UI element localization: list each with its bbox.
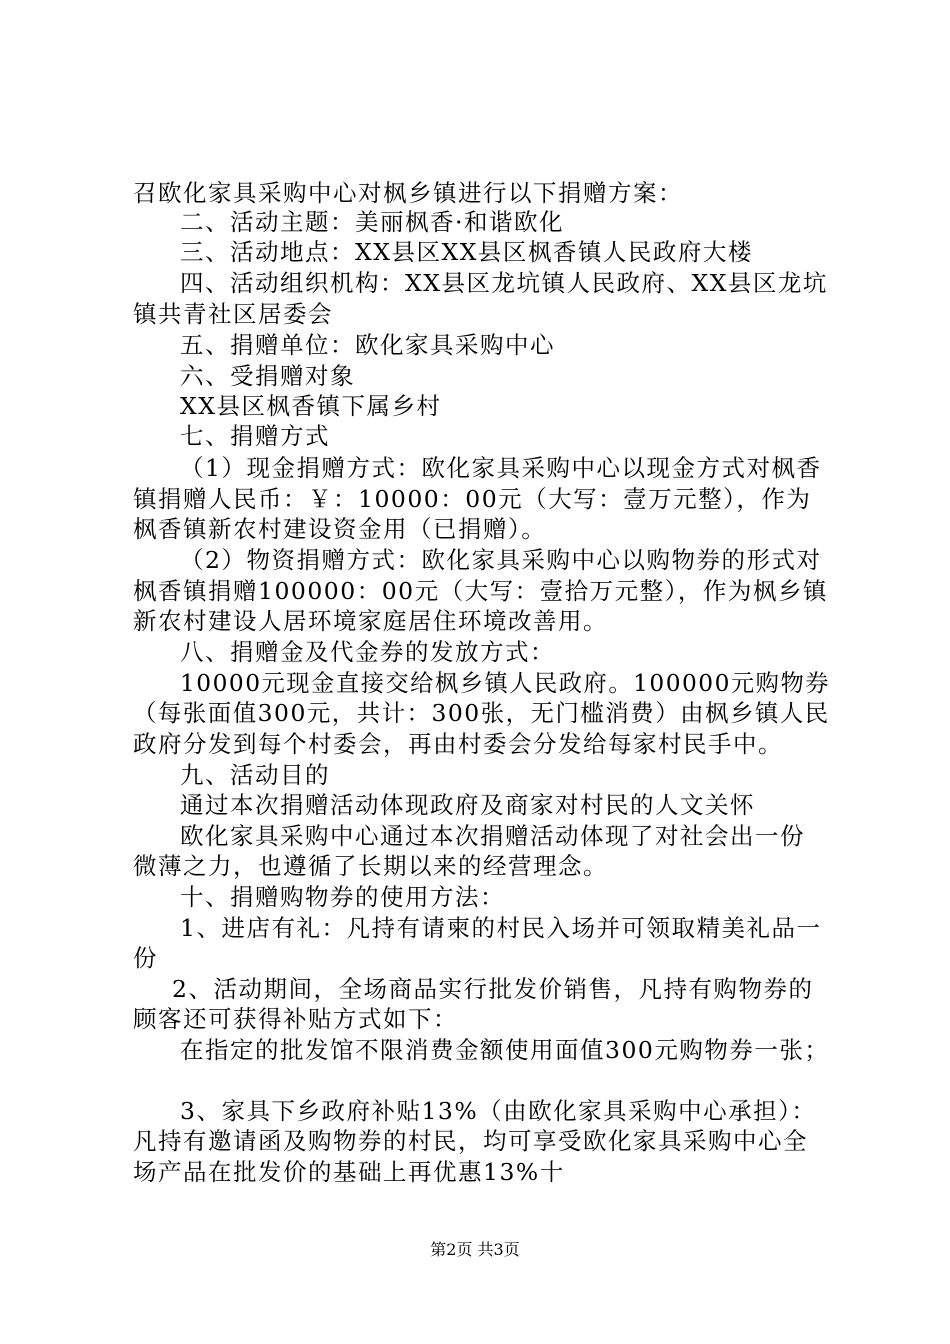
- text-line: 微薄之力，也遵循了长期以来的经营理念。: [133, 852, 608, 880]
- text-line: 召欧化家具采购中心对枫乡镇进行以下捐赠方案：: [133, 179, 683, 207]
- text-line: 五、捐赠单位：欧化家具采购中心: [180, 331, 555, 359]
- text-line: 份: [133, 944, 158, 972]
- text-line: 四、活动组织机构：XX县区龙坑镇人民政府、XX县区龙坑: [180, 269, 828, 297]
- text-line: 新农村建设人居环境家庭居住环境改善用。: [133, 607, 608, 635]
- text-line: （2）物资捐赠方式：欧化家具采购中心以购物券的形式对: [180, 546, 822, 574]
- text-line: 七、捐赠方式: [180, 422, 330, 450]
- text-line: 十、捐赠购物券的使用方法：: [180, 883, 505, 911]
- text-line: （每张面值300元，共计：300张，无门槛消费）由枫乡镇人民: [133, 699, 830, 727]
- text-line: 镇捐赠人民币：￥：10000：00元（大写：壹万元整），作为: [133, 485, 812, 513]
- text-line: 政府分发到每个村委会，再由村委会分发给每家村民手中。: [133, 730, 783, 758]
- text-line: 三、活动地点：XX县区XX县区枫香镇人民政府大楼: [180, 238, 753, 266]
- text-line: 2、活动期间，全场商品实行批发价销售，凡持有购物券的: [172, 975, 814, 1003]
- text-line: 六、受捐赠对象: [180, 362, 355, 390]
- text-line: 在指定的批发馆不限消费金额使用面值300元购物券一张；: [180, 1036, 830, 1064]
- text-line: 10000元现金直接交给枫乡镇人民政府。100000元购物券: [180, 669, 830, 697]
- text-line: （1）现金捐赠方式：欧化家具采购中心以现金方式对枫香: [180, 454, 822, 482]
- text-line: 顾客还可获得补贴方式如下：: [133, 1005, 458, 1033]
- text-line: 枫香镇捐赠100000：00元（大写：壹拾万元整），作为枫乡镇: [133, 577, 828, 605]
- text-line: 枫香镇新农村建设资金用（已捐赠）。: [133, 515, 547, 543]
- text-line: 九、活动目的: [180, 761, 330, 789]
- text-line: 欧化家具采购中心通过本次捐赠活动体现了对社会出一份: [180, 822, 805, 850]
- text-line: 1、进店有礼：凡持有请柬的村民入场并可领取精美礼品一: [180, 914, 822, 942]
- text-line: 镇共青社区居委会: [133, 300, 333, 328]
- text-line: 3、家具下乡政府补贴13%（由欧化家具采购中心承担）：: [180, 1097, 817, 1125]
- text-line: 凡持有邀请函及购物券的村民，均可享受欧化家具采购中心全: [133, 1127, 808, 1155]
- text-line: 场产品在批发价的基础上再优惠13%十: [133, 1158, 565, 1186]
- text-line: 通过本次捐赠活动体现政府及商家对村民的人文关怀: [180, 791, 755, 819]
- text-line: XX县区枫香镇下属乡村: [180, 392, 442, 420]
- page-number-footer: 第2页 共3页: [430, 1240, 520, 1259]
- text-line: 八、捐赠金及代金券的发放方式：: [180, 638, 555, 666]
- text-line: 二、活动主题：美丽枫香·和谐欧化: [180, 208, 564, 236]
